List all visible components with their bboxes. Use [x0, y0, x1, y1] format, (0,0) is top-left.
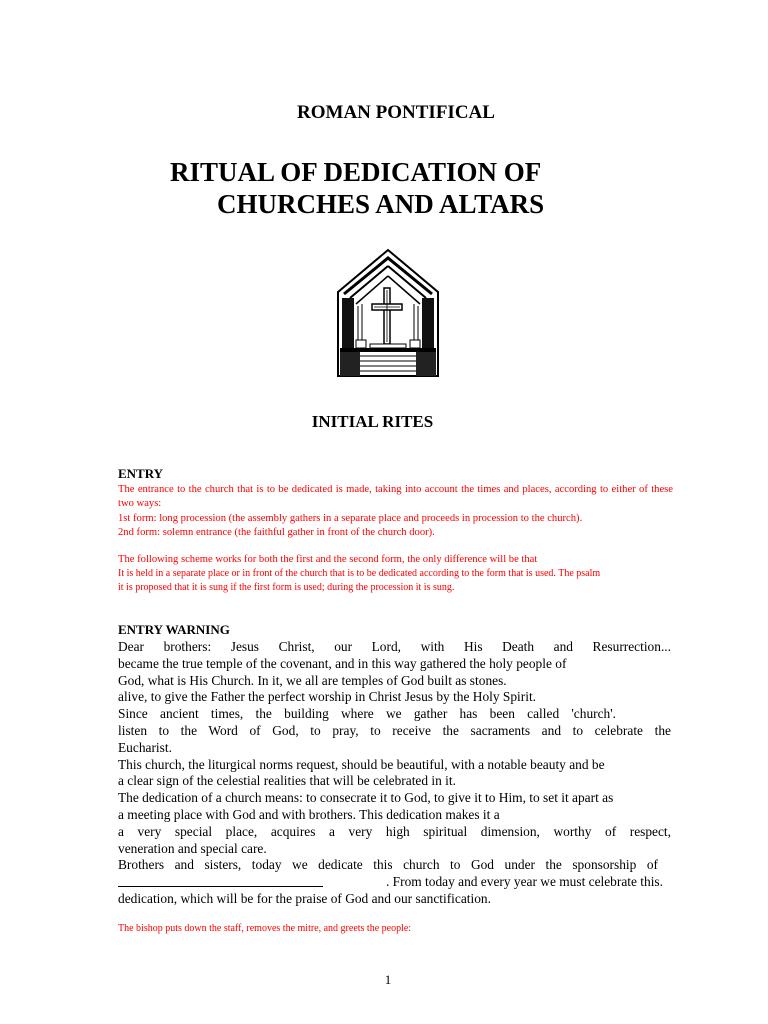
warning-line: The dedication of a church means: to consecrate it to God, to give it to Him, to set it apart as	[118, 790, 614, 806]
warning-line: God, what is His Church. In it, we all are temples of God built as stones.	[118, 672, 507, 688]
warning-line: Dear brothers: Jesus Christ, our Lord, with His Death and Resurrection...	[118, 639, 671, 654]
entry-rubric-scheme: The following scheme works for both the first and the second form, the only difference will be that	[118, 554, 538, 565]
entry-rubric-first-form: 1st form: long procession (the assembly gathers in a separate place and proceeds in procession to the church).	[118, 513, 583, 524]
entry-warning-text	[118, 639, 671, 908]
ritual-title-line2: CHURCHES AND ALTARS	[217, 189, 545, 219]
warning-line: a meeting place with God and with brothers. This dedication makes it a	[118, 806, 500, 822]
entry-rubric-psalm: it is proposed that it is sung if the first form is used; during the procession it is sung.	[118, 582, 455, 593]
warning-line: listen to the Word of God, to pray, to receive the sacraments and to celebrate the	[118, 722, 671, 738]
entry-heading: ENTRY	[118, 466, 164, 481]
church-interior-cross-icon	[336, 248, 440, 378]
ritual-title-line1: RITUAL OF DEDICATION OF	[170, 157, 542, 187]
warning-line-with-blank	[118, 874, 663, 891]
warning-line: Brothers and sisters, today we dedicate this church to God under the sponsorship of	[118, 857, 658, 873]
warning-line: became the true temple of the covenant, and in this way gathered the holy people of	[118, 655, 567, 671]
warning-line: alive, to give the Father the perfect worship in Christ Jesus by the Holy Spirit.	[118, 689, 537, 705]
entry-rubric-second-form: 2nd form: solemn entrance (the faithful gather in front of the church door).	[118, 527, 435, 538]
warning-line: Eucharist.	[118, 739, 172, 755]
warning-line: Since ancient times, the building where we gather has been called 'church'.	[118, 706, 616, 722]
warning-line: a very special place, acquires a very high spiritual dimension, worthy of respect,	[118, 823, 671, 839]
section-title-initial-rites: INITIAL RITES	[311, 412, 434, 431]
page-number: 1	[384, 972, 392, 987]
sponsor-name-blank[interactable]	[118, 874, 323, 887]
entry-rubric-place: It is held in a separate place or in front of the church that is to be dedicated according to the form that is used. The psalm	[118, 568, 601, 579]
warning-line: This church, the liturgical norms request, should be beautiful, with a notable beauty and be	[118, 756, 605, 772]
warning-line: veneration and special care.	[118, 840, 267, 856]
entry-rubric-intro: The entrance to the church that is to be dedicated is made, taking into account the times and places, according to either of these two ways:	[118, 484, 673, 509]
entry-warning-heading: ENTRY WARNING	[118, 622, 230, 637]
warning-line: dedication, which will be for the praise of God and our sanctification.	[118, 890, 491, 906]
warning-line: a clear sign of the celestial realities that will be celebrated in it.	[118, 773, 456, 789]
warning-line: . From today and every year we must celebrate this.	[385, 874, 663, 890]
pontifical-title: ROMAN PONTIFICAL	[297, 102, 495, 123]
bishop-greeting-rubric: The bishop puts down the staff, removes the mitre, and greets the people:	[118, 923, 412, 934]
